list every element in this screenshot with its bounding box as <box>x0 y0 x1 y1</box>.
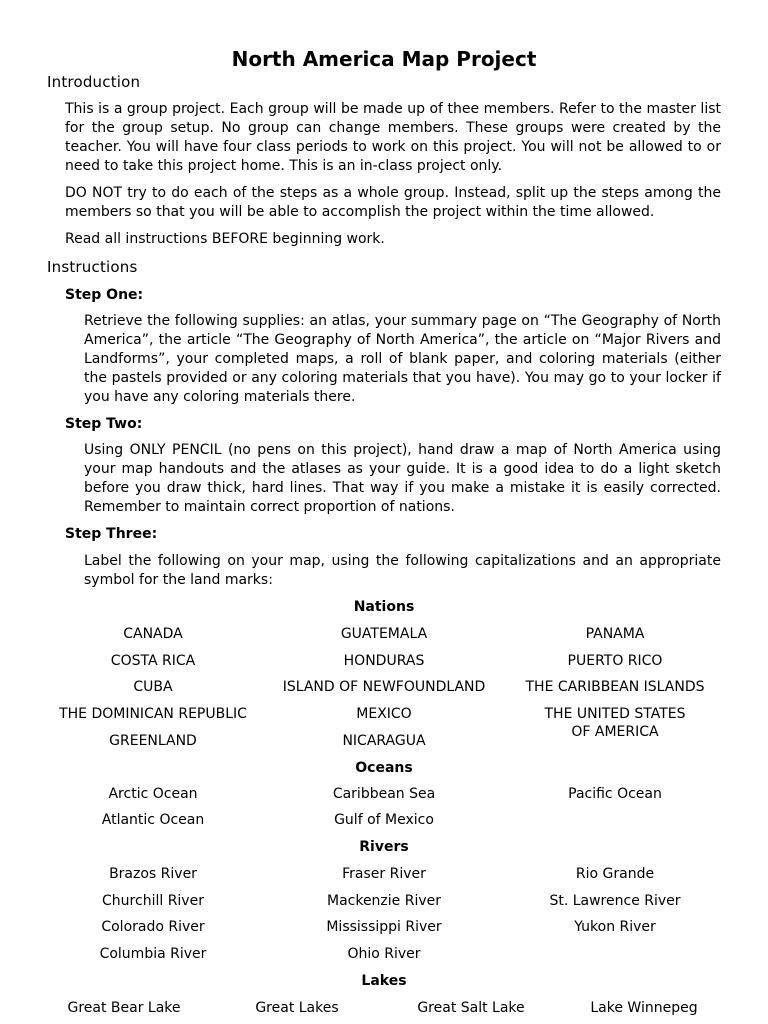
list-item: CUBA <box>133 679 173 695</box>
list-item: Great Lakes <box>255 1000 339 1016</box>
list-item: NICARAGUA <box>342 733 426 749</box>
rivers-heading: Rivers <box>359 839 409 855</box>
list-item: Gulf of Mexico <box>334 812 434 828</box>
list-item: Pacific Ocean <box>568 786 662 802</box>
page-title: North America Map Project <box>231 47 537 71</box>
list-item: Great Salt Lake <box>417 1000 525 1016</box>
list-item: Colorado River <box>101 919 205 935</box>
list-item: Great Bear Lake <box>67 1000 181 1016</box>
step-two-label: Step Two: <box>65 416 143 432</box>
list-item: Columbia River <box>99 946 207 962</box>
instructions-heading: Instructions <box>47 258 138 276</box>
list-item: GUATEMALA <box>340 626 428 642</box>
intro-paragraph-3: Read all instructions BEFORE beginning work. <box>65 231 385 247</box>
list-item: Yukon River <box>574 919 656 935</box>
list-item: Churchill River <box>102 893 204 909</box>
introduction-heading: Introduction <box>47 73 141 91</box>
list-item: Mississippi River <box>326 919 442 935</box>
list-item: Rio Grande <box>575 866 655 882</box>
list-item: Atlantic Ocean <box>101 812 205 828</box>
list-item: COSTA RICA <box>110 653 196 669</box>
list-item: Arctic Ocean <box>108 786 198 802</box>
list-item: CANADA <box>123 626 183 642</box>
list-item: THE UNITED STATES OF AMERICA <box>544 706 686 740</box>
nations-heading: Nations <box>353 599 415 615</box>
step-one-text: Retrieve the following supplies: an atlas, your summary page on “The Geography of North America”, the article “The Geography of North America”, the article on “Major Rivers and Landforms”, your completed maps, a roll of blank paper, and coloring materials (either the pastels provided or any coloring materials that you have). You may go to your locker if you have any coloring materials there. <box>84 313 721 405</box>
list-item: HONDURAS <box>343 653 425 669</box>
list-item: St. Lawrence River <box>549 893 681 909</box>
list-item: ISLAND OF NEWFOUNDLAND <box>282 679 486 695</box>
list-item: PUERTO RICO <box>567 653 663 669</box>
list-item: Ohio River <box>347 946 421 962</box>
lakes-heading: Lakes <box>361 973 407 989</box>
list-item: GREENLAND <box>109 733 197 749</box>
list-item: Brazos River <box>109 866 197 882</box>
list-item: THE DOMINICAN REPUBLIC <box>59 706 247 722</box>
list-item: Caribbean Sea <box>332 786 436 802</box>
step-three-label: Step Three: <box>65 526 158 542</box>
list-item: PANAMA <box>585 626 645 642</box>
step-two-text: Using ONLY PENCIL (no pens on this project), hand draw a map of North America using your map handouts and the atlases as your guide. It is a good idea to do a light sketch before you draw thick, hard lines. That way if you make a mistake it is easily corrected. Remember to maintain correct proportion of nations. <box>84 442 721 515</box>
intro-paragraph-2: DO NOT try to do each of the steps as a whole group. Instead, split up the steps among the members so that you will be able to accomplish the project within the time allowed. <box>65 185 721 220</box>
list-item: Lake Winnepeg <box>590 1000 698 1016</box>
oceans-heading: Oceans <box>355 760 413 776</box>
list-item: MEXICO <box>356 706 412 722</box>
step-three-text: Label the following on your map, using the following capitalizations and an appropriate symbol for the land marks: <box>84 553 721 588</box>
list-item: THE CARIBBEAN ISLANDS <box>525 679 705 695</box>
list-item: Fraser River <box>342 866 426 882</box>
list-item: Mackenzie River <box>326 893 442 909</box>
step-one-label: Step One: <box>65 287 144 303</box>
intro-paragraph-1: This is a group project. Each group will be made up of thee members. Refer to the master list for the group setup. No group can change members. These groups were created by the teacher. You will have four class periods to work on this project. You will not be allowed to or need to take this project home. This is an in-class project only. <box>65 101 721 174</box>
